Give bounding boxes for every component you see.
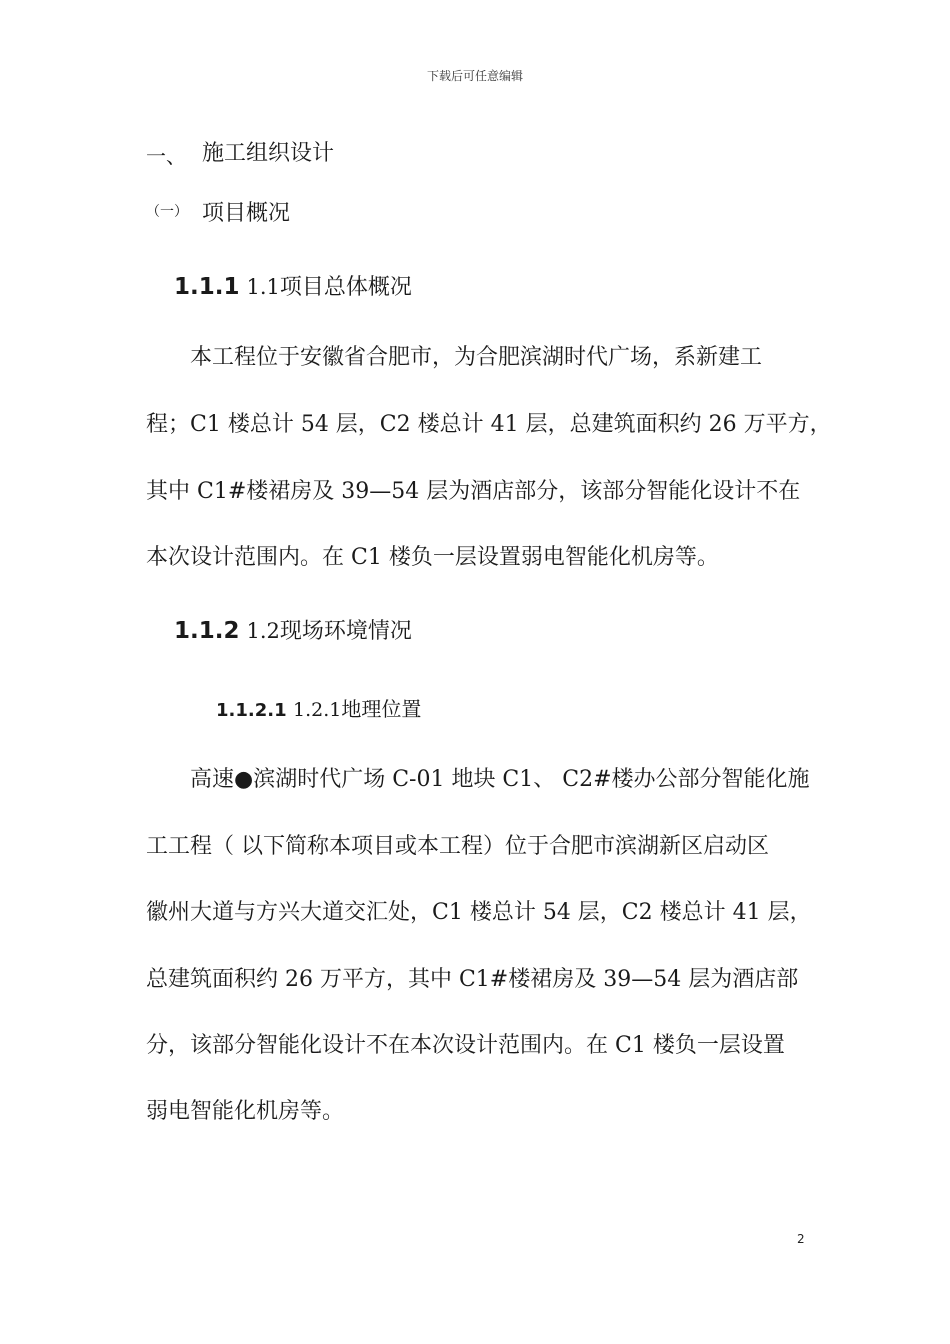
- section-title: 地理位置: [341, 697, 422, 721]
- section-1-1-2-1-heading: [216, 693, 421, 722]
- paragraph-line: 高速●滨湖时代广场 C-01 地块 C1、 C2#楼办公部分智能化施: [190, 767, 810, 792]
- paragraph-line: 总建筑面积约 26 万平方，其中 C1#楼裙房及 39—54 层为酒店部: [146, 967, 799, 992]
- heading2-title: 项目概况: [202, 201, 291, 226]
- heading2-number: （一）: [146, 204, 188, 220]
- section-number: 1.1.2: [174, 618, 240, 644]
- paragraph-line: 分，该部分智能化设计不在本次设计范围内。在 C1 楼负一层设置: [146, 1033, 785, 1058]
- section-title: 项目总体概况: [279, 275, 412, 300]
- page-header: 下载后可任意编辑: [426, 69, 523, 83]
- section-title: 现场环境情况: [279, 619, 412, 644]
- paragraph-line: 本工程位于安徽省合肥市，为合肥滨湖时代广场，系新建工: [190, 345, 763, 370]
- page-number: 2: [797, 1232, 805, 1246]
- paragraph-line: 其中 C1#楼裙房及 39—54 层为酒店部分，该部分智能化设计不在: [146, 479, 801, 504]
- paragraph-line: 程；C1 楼总计 54 层，C2 楼总计 41 层，总建筑面积约 26 万平方，: [146, 412, 832, 437]
- heading1-title: 施工组织设计: [202, 141, 335, 166]
- section-number: 1.1.2.1: [216, 700, 287, 721]
- paragraph-line: 本次设计范围内。在 C1 楼负一层设置弱电智能化机房等。: [146, 545, 719, 570]
- paragraph-line: 弱电智能化机房等。: [146, 1099, 345, 1124]
- section-1-1-2-heading: [174, 614, 412, 645]
- paragraph-line: 徽州大道与方兴大道交汇处，C1 楼总计 54 层，C2 楼总计 41 层，: [146, 900, 812, 925]
- heading1-number: 一、: [146, 144, 186, 168]
- paragraph-line: 工工程（ 以下简称本项目或本工程）位于合肥市滨湖新区启动区: [146, 834, 769, 859]
- section-sub-number: 1.1: [246, 275, 280, 299]
- section-sub-number: 1.2: [246, 619, 280, 643]
- section-number: 1.1.1: [174, 274, 240, 300]
- section-1-1-1-heading: [174, 270, 412, 301]
- section-sub-number: 1.2.1: [292, 699, 342, 721]
